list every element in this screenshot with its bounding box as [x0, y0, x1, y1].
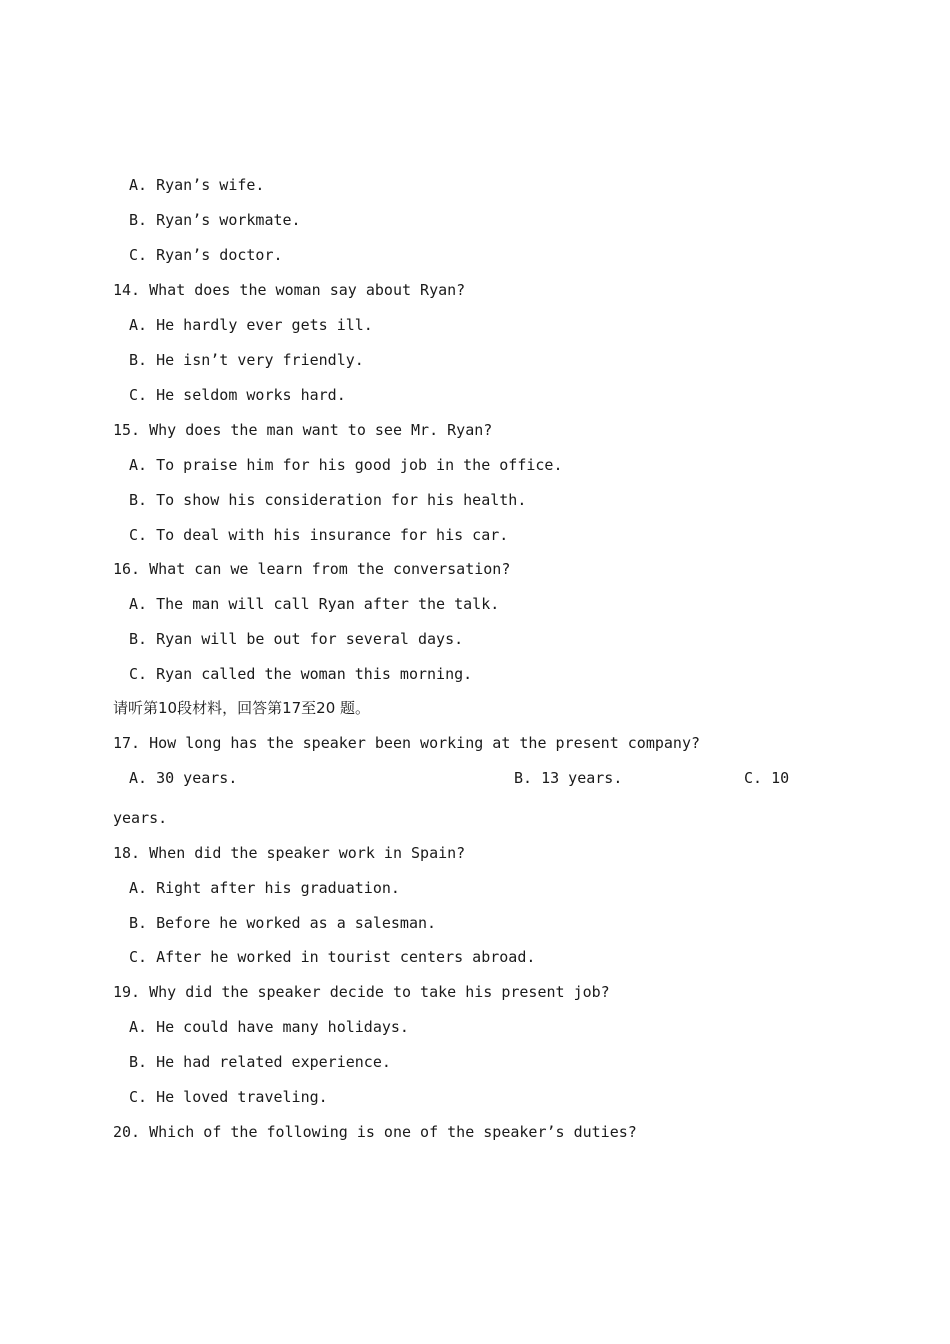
q17-option-c-continued: years.	[113, 809, 168, 827]
q14-option-a: A. He hardly ever gets ill.	[129, 316, 373, 334]
q13-option-c: C. Ryan’s doctor.	[129, 246, 283, 264]
q18-option-c: C. After he worked in tourist centers abroad.	[129, 948, 536, 966]
q18-option-b: B. Before he worked as a salesman.	[129, 914, 437, 932]
q15-option-c: C. To deal with his insurance for his car.	[129, 526, 509, 544]
q17-option-b: B. 13 years.	[514, 769, 623, 787]
q15-question: 15. Why does the man want to see Mr. Ryan?	[113, 421, 493, 439]
q16-option-b: B. Ryan will be out for several days.	[129, 630, 464, 648]
q20-question: 20. Which of the following is one of the speaker’s duties?	[113, 1123, 637, 1141]
q18-question: 18. When did the speaker work in Spain?	[113, 844, 466, 862]
q16-option-a: A. The man will call Ryan after the talk.	[129, 595, 500, 613]
q17-option-c: C. 10	[744, 769, 790, 787]
q13-option-b: B. Ryan’s workmate.	[129, 211, 301, 229]
q15-option-b: B. To show his consideration for his health.	[129, 491, 527, 509]
q14-option-c: C. He seldom works hard.	[129, 386, 346, 404]
q19-option-a: A. He could have many holidays.	[129, 1018, 409, 1036]
q15-option-a: A. To praise him for his good job in the office.	[129, 456, 563, 474]
q16-option-c: C. Ryan called the woman this morning.	[129, 665, 473, 683]
section-instruction: 请听第10段材料，回答第17至20 题。	[113, 699, 371, 717]
q14-option-b: B. He isn’t very friendly.	[129, 351, 364, 369]
q19-question: 19. Why did the speaker decide to take his present job?	[113, 983, 610, 1001]
q19-option-b: B. He had related experience.	[129, 1053, 391, 1071]
q18-option-a: A. Right after his graduation.	[129, 879, 400, 897]
q13-option-a: A. Ryan’s wife.	[129, 176, 265, 194]
q17-question: 17. How long has the speaker been working at the present company?	[113, 734, 700, 752]
q14-question: 14. What does the woman say about Ryan?	[113, 281, 466, 299]
q16-question: 16. What can we learn from the conversation?	[113, 560, 511, 578]
q19-option-c: C. He loved traveling.	[129, 1088, 328, 1106]
q17-option-a: A. 30 years.	[129, 769, 238, 787]
